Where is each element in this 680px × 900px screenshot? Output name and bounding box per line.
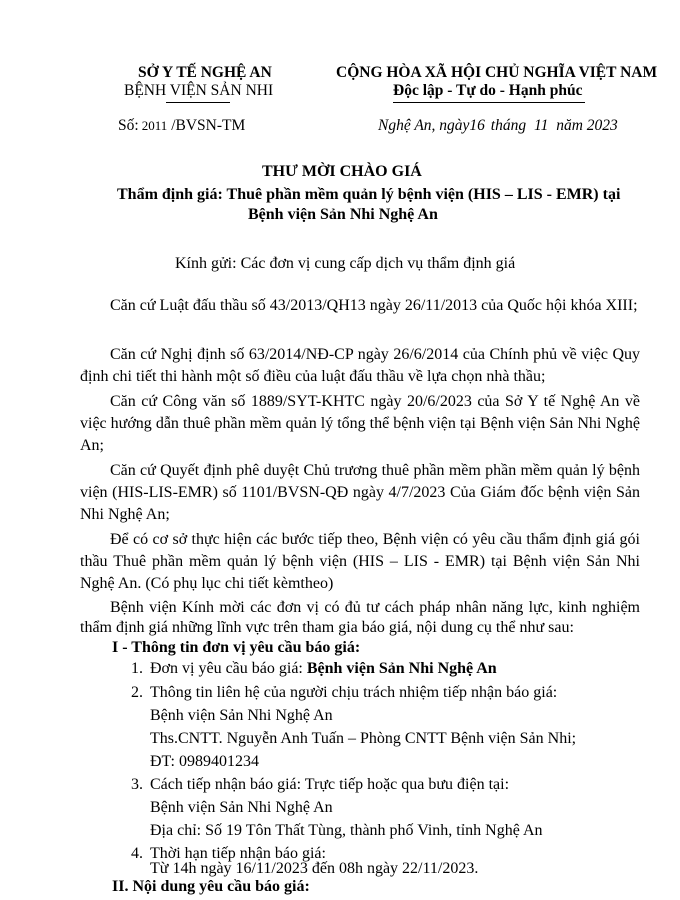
recipient-line: Kính gửi: Các đơn vị cung cấp dịch vụ thẩm định giá	[175, 255, 516, 272]
item-1-label: Đơn vị yêu cầu báo giá:	[150, 660, 307, 677]
date-year: năm 2023	[556, 117, 618, 134]
org-name: SỞ Y TẾ NGHỆ AN	[138, 64, 272, 81]
paragraph-legal-basis-2	[80, 344, 640, 388]
motto-underline	[393, 102, 585, 103]
document-number	[118, 117, 245, 135]
item-2-label: Thông tin liên hệ của người chịu trách nhiệm tiếp nhận báo giá:	[150, 684, 558, 701]
doc-number-suffix: /BVSN-TM	[171, 117, 246, 134]
place-date	[378, 117, 618, 135]
paragraph-text: Căn cứ Luật đấu thầu số 43/2013/QH13 ngày 26/11/2013 của Quốc hội khóa XIII;	[110, 297, 638, 314]
org-unit: BỆNH VIỆN SẢN NHI	[124, 82, 274, 99]
section-2-heading: II. Nội dung yêu cầu báo giá:	[112, 878, 310, 895]
document-subtitle-line2: Bệnh viện Sản Nhi Nghệ An	[248, 206, 438, 223]
item-4-number: 4.	[131, 845, 143, 862]
doc-number-prefix: Số:	[118, 117, 139, 134]
paragraph-legal-basis-1	[80, 295, 640, 317]
paragraph-purpose	[80, 529, 640, 595]
org-underline	[166, 102, 230, 103]
paragraph-text: Căn cứ Quyết định phê duyệt Chủ trương thuê phần mềm phần mềm quản lý bệnh viện (HIS-LIS-EMR) số 1101/BVSN-QĐ ngày 4/7/2023 Của Giám đốc bệnh viện Sản Nhi Nghệ An;	[80, 462, 640, 523]
item-4-line-1: Từ 14h ngày 16/11/2023 đến 08h ngày 22/11/2023.	[150, 860, 479, 877]
paragraph-text: Căn cứ Công văn số 1889/SYT-KHTC ngày 20/6/2023 của Sở Y tế Nghệ An về việc hướng dẫn thuê phần mềm quản lý tổng thể bệnh viện tại Bệnh viện Sản Nhi Nghệ An;	[80, 393, 640, 454]
item-4-label: Thời hạn tiếp nhận báo giá:	[150, 845, 326, 862]
date-month: 11	[533, 117, 549, 134]
document-title: THƯ MỜI CHÀO GIÁ	[262, 163, 422, 180]
country-motto: Độc lập - Tự do - Hạnh phúc	[393, 82, 583, 99]
item-1-value: Bệnh viện Sản Nhi Nghệ An	[306, 660, 497, 677]
item-3-label: Cách tiếp nhận báo giá: Trực tiếp hoặc qua bưu điện tại:	[150, 776, 510, 793]
item-2-line-3: ĐT: 0989401234	[150, 753, 259, 770]
date-month-label: tháng	[490, 117, 527, 134]
item-1-number: 1.	[131, 660, 143, 677]
place-date-prefix: Nghệ An, ngày	[378, 117, 470, 134]
item-2-line-1: Bệnh viện Sản Nhi Nghệ An	[150, 707, 333, 724]
paragraph-text: Căn cứ Nghị định số 63/2014/NĐ-CP ngày 26/6/2014 của Chính phủ về việc Quy định chi tiết thi hành một số điều của luật đấu thầu về lựa chọn nhà thầu;	[80, 346, 640, 385]
item-1-text	[150, 660, 497, 678]
item-2-number: 2.	[131, 684, 143, 701]
paragraph-legal-basis-4	[80, 460, 640, 526]
item-3-line-2: Địa chỉ: Số 19 Tôn Thất Tùng, thành phố Vinh, tỉnh Nghệ An	[150, 822, 543, 839]
item-3-line-1: Bệnh viện Sản Nhi Nghệ An	[150, 799, 333, 816]
section-1-heading: I - Thông tin đơn vị yêu cầu báo giá:	[112, 639, 361, 656]
date-day: 16	[469, 117, 485, 134]
paragraph-invitation	[80, 598, 640, 638]
document-subtitle-line1: Thẩm định giá: Thuê phần mềm quản lý bệnh viện (HIS – LIS - EMR) tại	[117, 186, 621, 203]
paragraph-legal-basis-3	[80, 391, 640, 457]
item-2-line-2: Ths.CNTT. Nguyễn Anh Tuấn – Phòng CNTT Bệnh viện Sản Nhi;	[150, 730, 577, 747]
country-name: CỘNG HÒA XÃ HỘI CHỦ NGHĨA VIỆT NAM	[336, 64, 658, 81]
item-3-number: 3.	[131, 776, 143, 793]
paragraph-text: Để có cơ sở thực hiện các bước tiếp theo, Bệnh viện có yêu cầu thẩm định giá gói thầu Thuê phần mềm quản lý bệnh viện (HIS – LIS - EMR) tại Bệnh viện Sản Nhi Nghệ An. (Có phụ lục chi tiết kèmtheo)	[80, 531, 640, 592]
paragraph-text: Bệnh viện Kính mời các đơn vị có đủ tư cách pháp nhân năng lực, kinh nghiệm thẩm định giá những lĩnh vực trên tham gia báo giá, nội dung cụ thể như sau:	[80, 599, 640, 636]
doc-number-value: 2011	[141, 118, 168, 133]
